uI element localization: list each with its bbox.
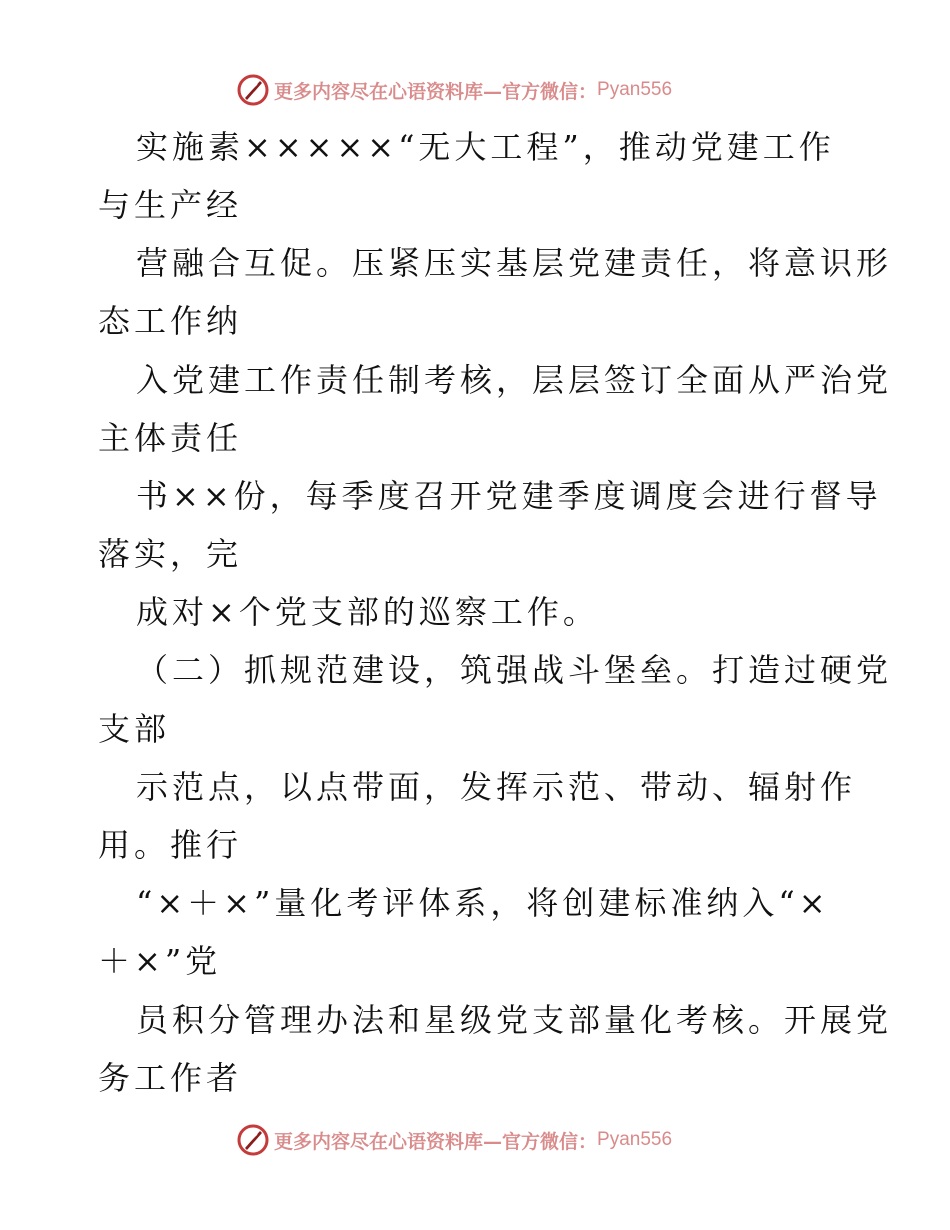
watermark-wechat-id: Pyan556 bbox=[597, 1129, 673, 1150]
text-line: 用。推行 bbox=[98, 826, 243, 864]
watermark-text: 更多内容尽在心语资料库—官方微信： bbox=[274, 1130, 598, 1153]
watermark-text: 更多内容尽在心语资料库—官方微信： bbox=[274, 80, 598, 103]
footer-watermark bbox=[236, 1123, 672, 1157]
text-line: 落实，完 bbox=[98, 535, 243, 573]
header-watermark bbox=[236, 73, 672, 107]
watermark-wechat-id: Pyan556 bbox=[597, 79, 673, 100]
text-line: 员积分管理办法和星级党支部量化考核。开展党 bbox=[136, 1001, 893, 1039]
text-line: 支部 bbox=[98, 710, 171, 748]
text-line: 成对×个党支部的巡察工作。 bbox=[136, 593, 599, 631]
text-line: 务工作者 bbox=[98, 1059, 243, 1097]
feather-seal-icon bbox=[236, 73, 270, 107]
text-line: （二）抓规范建设，筑强战斗堡垒。打造过硬党 bbox=[136, 651, 893, 689]
text-line: 主体责任 bbox=[98, 419, 243, 457]
text-line: 入党建工作责任制考核，层层签订全面从严治党 bbox=[136, 361, 893, 399]
text-line: 实施素×××××“无大工程”，推动党建工作 bbox=[136, 128, 835, 166]
text-line: 营融合互促。压紧压实基层党建责任，将意识形 bbox=[136, 244, 893, 282]
text-line: ＋×”党 bbox=[98, 942, 222, 980]
text-line: 示范点，以点带面，发挥示范、带动、辐射作 bbox=[136, 768, 857, 806]
text-line: 态工作纳 bbox=[98, 302, 243, 340]
feather-seal-icon bbox=[236, 1123, 270, 1157]
text-line: 与生产经 bbox=[98, 186, 243, 224]
text-line: “×＋×”量化考评体系，将创建标准纳入“× bbox=[136, 884, 830, 922]
text-line: 书××份，每季度召开党建季度调度会进行督导 bbox=[136, 477, 882, 515]
